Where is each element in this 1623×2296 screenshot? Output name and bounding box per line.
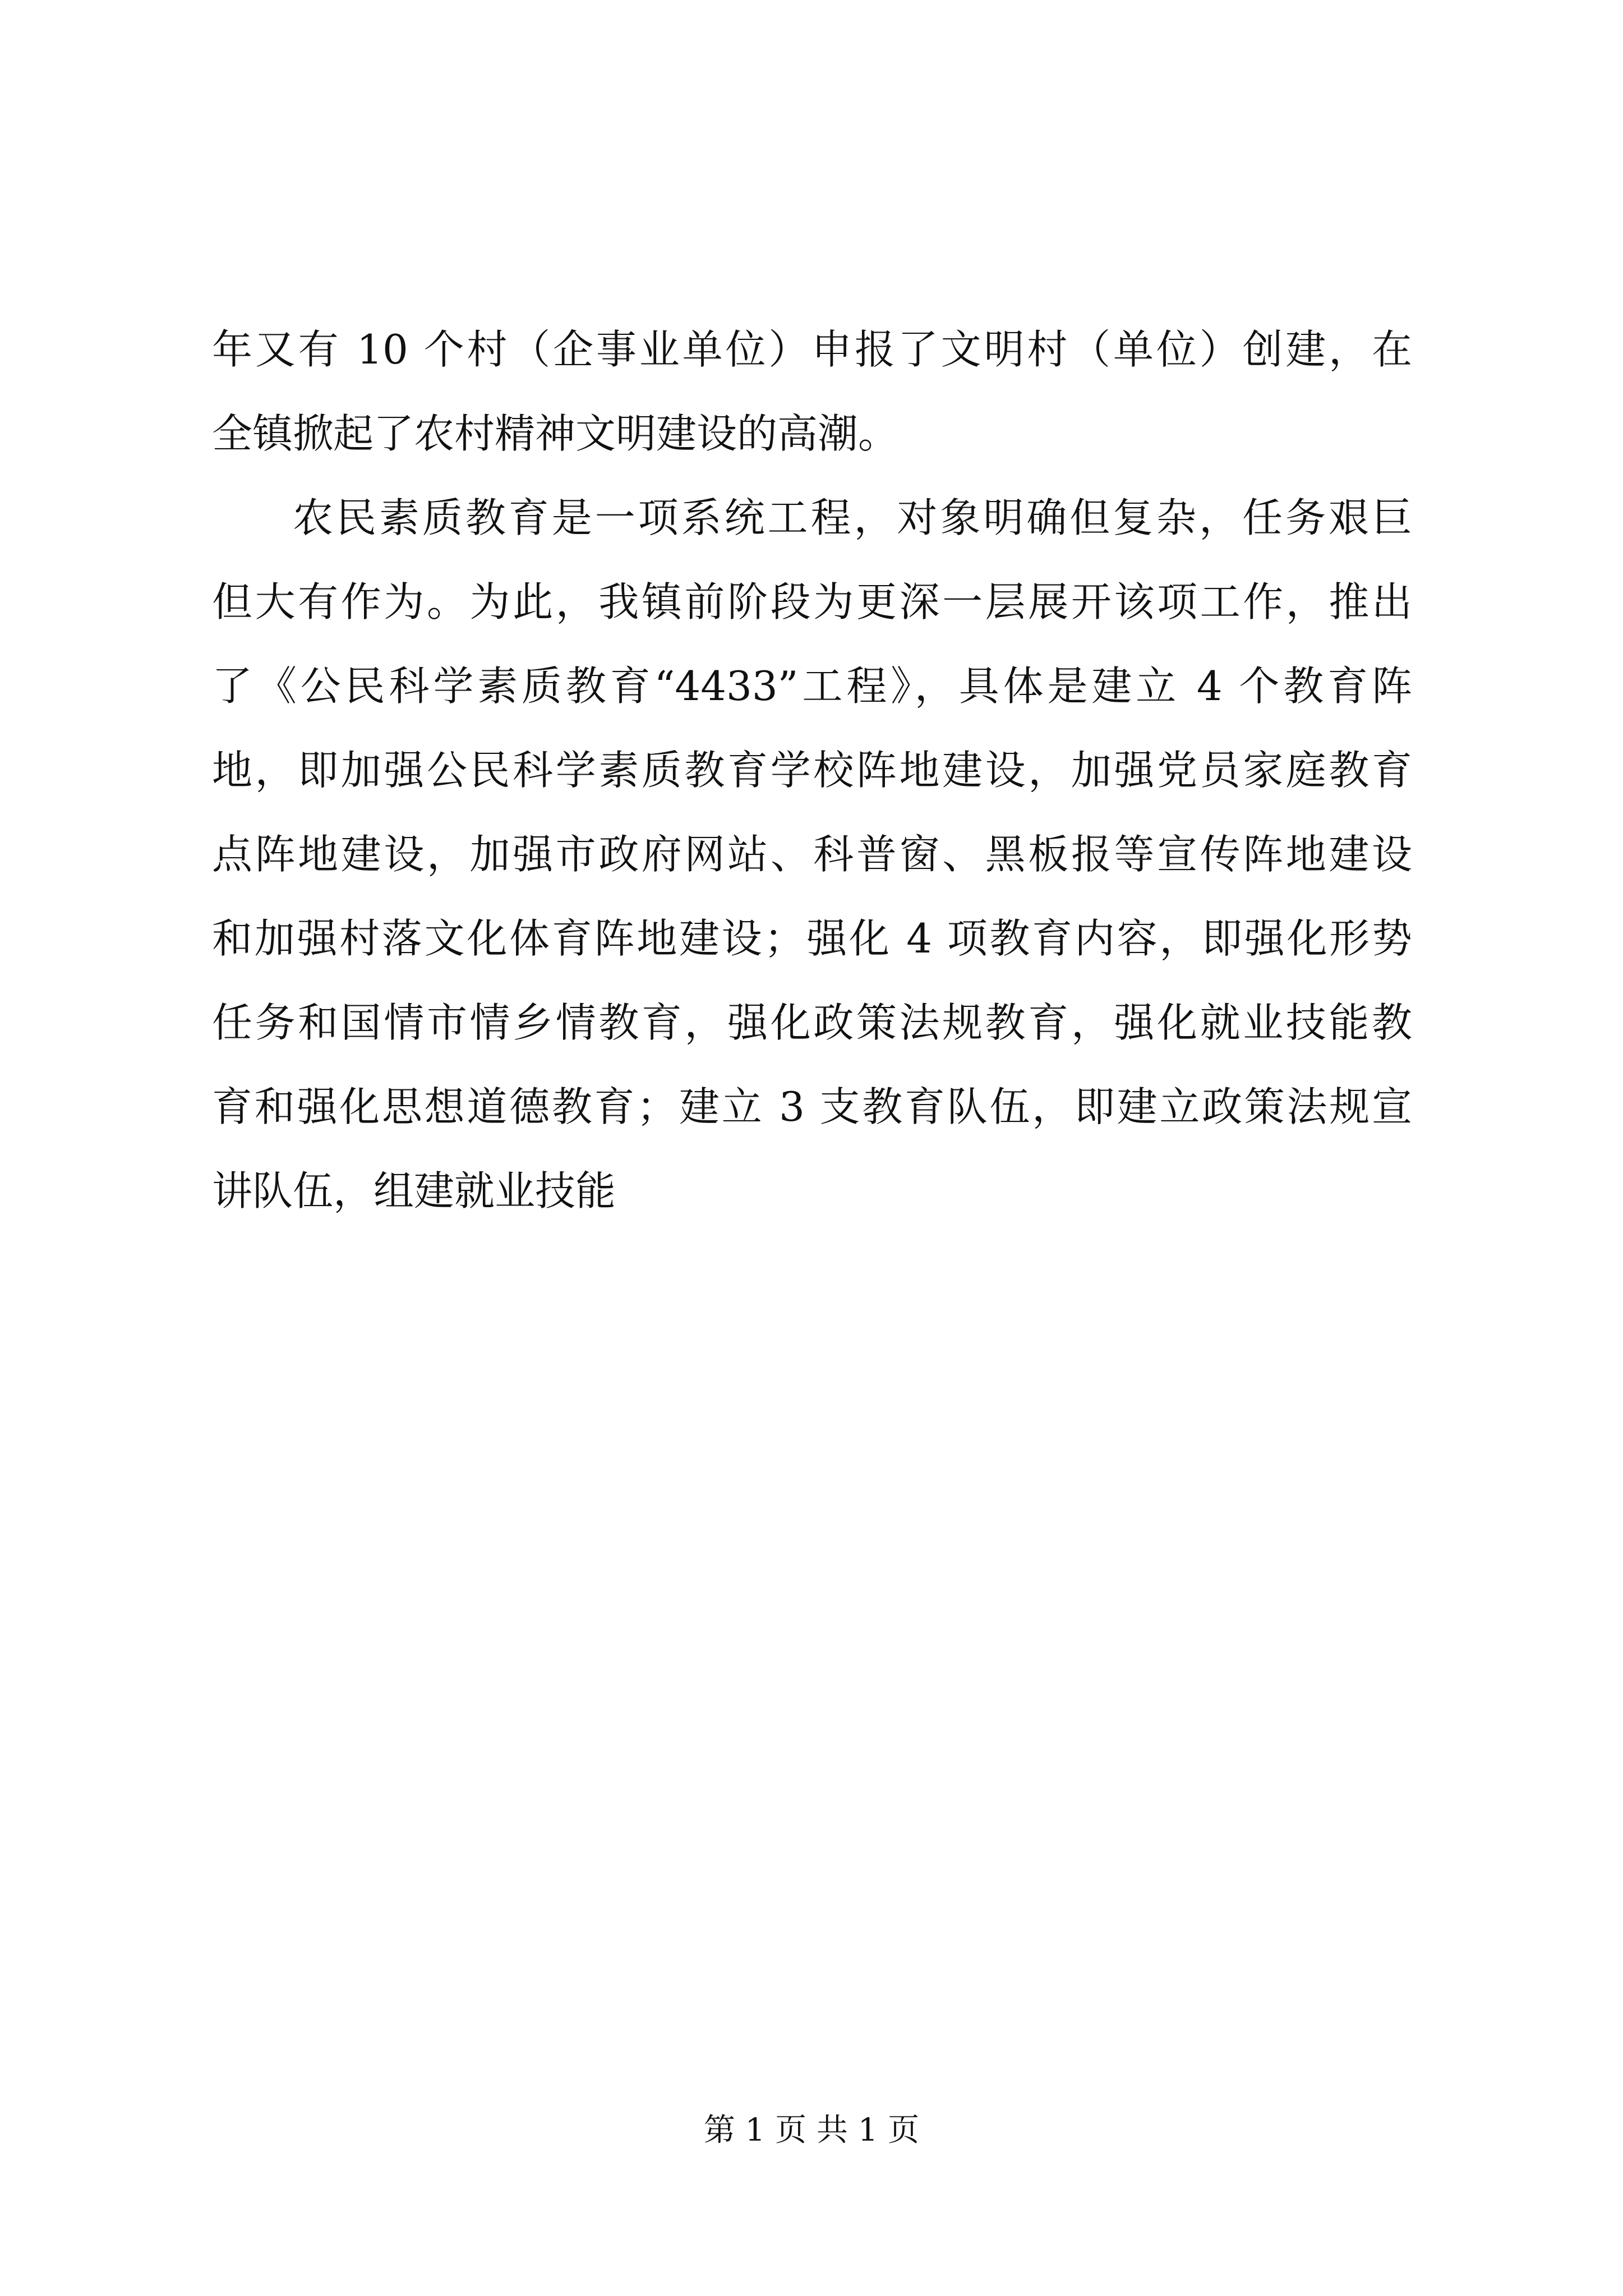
paragraph-2-line-2: 但大有作为。为此，我镇前阶段为更深一层展开该项工作，推出	[212, 578, 1412, 625]
paragraph-2-line-5: 点阵地建设，加强市政府网站、科普窗、黑板报等宣传阵地建设	[212, 831, 1412, 878]
paragraph-2-line-1: 农民素质教育是一项系统工程，对象明确但复杂，任务艰巨	[293, 494, 1412, 541]
paragraph-1-line-2: 全镇掀起了农村精神文明建设的高潮。	[212, 410, 899, 457]
paragraph-1-line-1: 年又有 10 个村（企事业单位）申报了文明村（单位）创建，在	[212, 326, 1412, 373]
paragraph-2-line-4: 地，即加强公民科学素质教育学校阵地建设，加强党员家庭教育	[212, 747, 1412, 794]
paragraph-2-line-9: 讲队伍，组建就业技能	[212, 1167, 616, 1214]
paragraph-2-line-7: 任务和国情市情乡情教育，强化政策法规教育，强化就业技能教	[212, 999, 1412, 1046]
document-body	[212, 307, 1412, 1233]
paragraph-2-line-8: 育和强化思想道德教育；建立 3 支教育队伍，即建立政策法规宣	[212, 1083, 1412, 1130]
page-footer: 第 1 页 共 1 页	[703, 2112, 920, 2148]
paragraph-2-line-3: 了《公民科学素质教育“4433”工程》，具体是建立 4 个教育阵	[212, 662, 1412, 710]
paragraph-2-line-6: 和加强村落文化体育阵地建设；强化 4 项教育内容，即强化形势	[212, 915, 1412, 962]
